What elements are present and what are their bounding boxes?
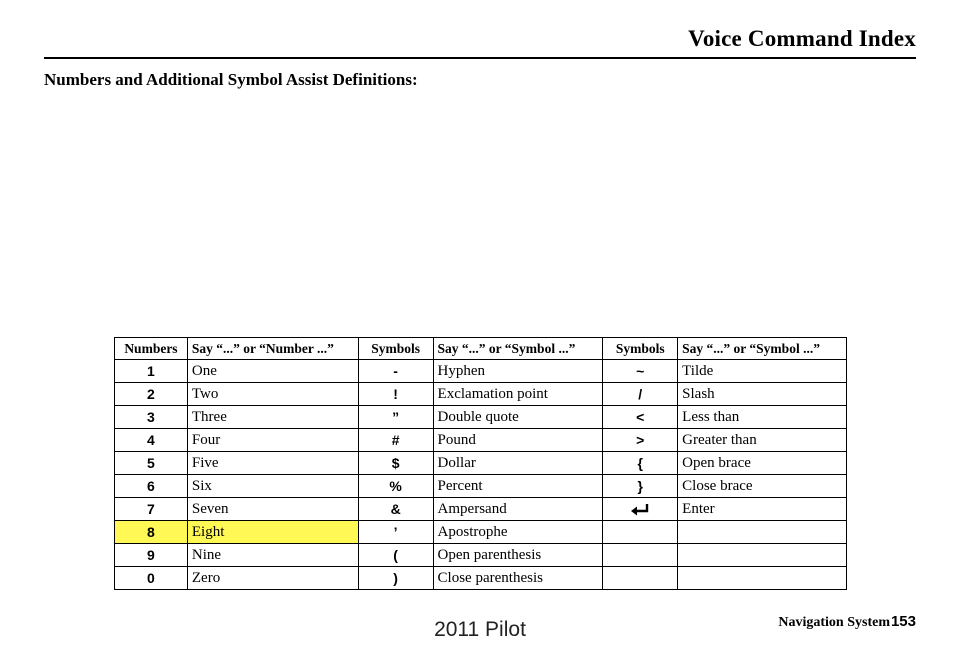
number-say-cell: Nine — [187, 544, 358, 567]
symbol-say-cell-2: Less than — [678, 406, 847, 429]
symbol-cell: ) — [358, 567, 433, 590]
voice-command-table — [114, 337, 847, 590]
symbol-say-cell: Close parenthesis — [433, 567, 603, 590]
symbol-say-cell-2: Greater than — [678, 429, 847, 452]
symbol-cell: ( — [358, 544, 433, 567]
symbol-say-cell: Exclamation point — [433, 383, 603, 406]
symbol-say-cell: Hyphen — [433, 360, 603, 383]
number-cell: 9 — [115, 544, 188, 567]
number-say-cell: Four — [187, 429, 358, 452]
number-say-cell: Seven — [187, 498, 358, 521]
symbol-say-cell: Apostrophe — [433, 521, 603, 544]
symbol-say-cell-2 — [678, 567, 847, 590]
number-say-cell: Six — [187, 475, 358, 498]
table-row — [115, 429, 847, 452]
number-cell: 0 — [115, 567, 188, 590]
symbol-say-cell: Pound — [433, 429, 603, 452]
number-cell: 3 — [115, 406, 188, 429]
number-cell: 4 — [115, 429, 188, 452]
header-say-symbol-2: Say “...” or “Symbol ...” — [678, 338, 847, 360]
table-row — [115, 360, 847, 383]
table-row — [115, 383, 847, 406]
table-row-highlighted — [115, 521, 847, 544]
symbol-cell-2 — [603, 498, 678, 521]
symbol-cell: ! — [358, 383, 433, 406]
symbol-say-cell: Percent — [433, 475, 603, 498]
table-row — [115, 452, 847, 475]
symbol-say-cell: Open parenthesis — [433, 544, 603, 567]
symbol-cell-2: ~ — [603, 360, 678, 383]
symbol-say-cell: Dollar — [433, 452, 603, 475]
footer-label: Navigation System — [778, 615, 890, 630]
symbol-cell-2: { — [603, 452, 678, 475]
header-symbols-2: Symbols — [603, 338, 678, 360]
header-symbols: Symbols — [358, 338, 433, 360]
table-row — [115, 544, 847, 567]
page-title: Voice Command Index — [688, 26, 916, 51]
symbol-cell-2: } — [603, 475, 678, 498]
symbol-cell: % — [358, 475, 433, 498]
symbol-cell: ’ — [358, 521, 433, 544]
symbol-cell: $ — [358, 452, 433, 475]
symbol-cell-2: / — [603, 383, 678, 406]
page-number: 153 — [890, 613, 916, 630]
header-rule — [44, 57, 916, 59]
number-cell: 7 — [115, 498, 188, 521]
symbol-cell-2: > — [603, 429, 678, 452]
header-numbers: Numbers — [115, 338, 188, 360]
symbol-say-cell-2: Close brace — [678, 475, 847, 498]
symbol-cell: & — [358, 498, 433, 521]
symbol-cell: - — [358, 360, 433, 383]
symbol-cell-2 — [603, 544, 678, 567]
header-say-symbol: Say “...” or “Symbol ...” — [433, 338, 603, 360]
symbol-say-cell-2 — [678, 544, 847, 567]
symbol-cell: ” — [358, 406, 433, 429]
table-row — [115, 498, 847, 521]
number-say-cell: Three — [187, 406, 358, 429]
symbol-say-cell-2: Enter — [678, 498, 847, 521]
symbol-cell-2 — [603, 567, 678, 590]
symbol-say-cell-2 — [678, 521, 847, 544]
symbol-say-cell: Ampersand — [433, 498, 603, 521]
number-cell: 6 — [115, 475, 188, 498]
symbol-say-cell: Double quote — [433, 406, 603, 429]
section-heading: Numbers and Additional Symbol Assist Definitions: — [44, 70, 418, 89]
symbol-say-cell-2: Slash — [678, 383, 847, 406]
table-row — [115, 406, 847, 429]
enter-arrow-icon — [630, 503, 650, 517]
symbol-cell: # — [358, 429, 433, 452]
table-row — [115, 475, 847, 498]
number-cell: 2 — [115, 383, 188, 406]
number-say-cell: Zero — [187, 567, 358, 590]
watermark-text: 2011 Pilot — [434, 618, 526, 641]
symbol-cell-2: < — [603, 406, 678, 429]
header-say-number: Say “...” or “Number ...” — [187, 338, 358, 360]
table-row — [115, 567, 847, 590]
number-say-cell: Five — [187, 452, 358, 475]
number-cell: 1 — [115, 360, 188, 383]
symbol-say-cell-2: Tilde — [678, 360, 847, 383]
symbol-cell-2 — [603, 521, 678, 544]
number-say-cell: Eight — [187, 521, 358, 544]
number-say-cell: One — [187, 360, 358, 383]
number-say-cell: Two — [187, 383, 358, 406]
symbol-say-cell-2: Open brace — [678, 452, 847, 475]
number-cell: 5 — [115, 452, 188, 475]
table-header-row — [115, 338, 847, 360]
number-cell: 8 — [115, 521, 188, 544]
